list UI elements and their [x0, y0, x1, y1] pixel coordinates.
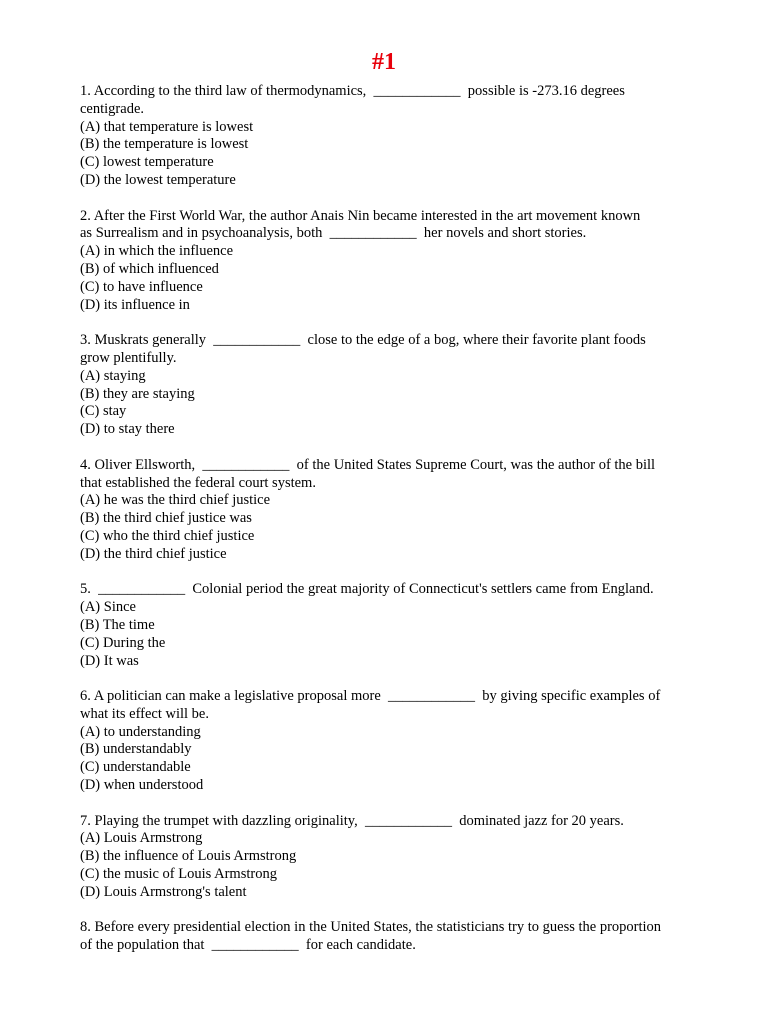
question-6: [80, 688, 700, 795]
question-2: [80, 208, 700, 315]
question-4: [80, 457, 700, 564]
question-list: [80, 83, 700, 973]
answer-option: (B) the temperature is lowest: [80, 136, 249, 153]
question-8: [80, 919, 700, 955]
page-title: #1: [372, 49, 396, 75]
question-text-line: grow plentifully.: [80, 349, 177, 366]
question-text-line: 4. Oliver Ellsworth, ____________ of the United States Supreme Court, was the author of the bill: [80, 456, 656, 473]
question-text-line: that established the federal court system.: [80, 474, 316, 491]
answer-option: (B) the third chief justice was: [80, 510, 252, 527]
question-text-line: 6. A politician can make a legislative proposal more ____________ by giving specific examples of: [80, 688, 661, 705]
answer-option: (D) when understood: [80, 777, 204, 794]
answer-option: (D) the lowest temperature: [80, 171, 236, 188]
answer-option: (A) in which the influence: [80, 243, 234, 260]
answer-option: (C) stay: [80, 403, 127, 420]
question-text-line: 1. According to the third law of thermodynamics, ____________ possible is -273.16 degrees: [80, 83, 625, 99]
question-text-line: what its effect will be.: [80, 705, 209, 722]
answer-option: (D) Louis Armstrong's talent: [80, 883, 247, 900]
answer-option: (B) they are staying: [80, 385, 195, 402]
question-text-line: 7. Playing the trumpet with dazzling originality, ____________ dominated jazz for 20 years.: [80, 812, 624, 829]
answer-option: (B) The time: [80, 616, 155, 633]
question-text-line: 5. ____________ Colonial period the great majority of Connecticut's settlers came from England.: [80, 581, 654, 598]
answer-option: (D) the third chief justice: [80, 545, 227, 562]
question-1: [80, 83, 700, 190]
answer-option: (D) its influence in: [80, 296, 190, 313]
question-5: [80, 581, 700, 670]
answer-option: (A) to understanding: [80, 723, 201, 740]
question-7: [80, 813, 700, 902]
question-text-line: as Surrealism and in psychoanalysis, both ____________ her novels and short stories.: [80, 225, 587, 242]
answer-option: (C) who the third chief justice: [80, 527, 255, 544]
question-text-line: of the population that ____________ for each candidate.: [80, 937, 416, 954]
answer-option: (A) that temperature is lowest: [80, 118, 254, 135]
question-text-line: centigrade.: [80, 100, 145, 117]
answer-option: (C) to have influence: [80, 278, 203, 295]
answer-option: (D) It was: [80, 652, 139, 669]
answer-option: (C) understandable: [80, 759, 191, 776]
answer-option: (A) he was the third chief justice: [80, 492, 271, 509]
answer-option: (B) of which influenced: [80, 260, 219, 277]
question-3: [80, 332, 700, 439]
answer-option: (C) lowest temperature: [80, 154, 214, 171]
answer-option: (A) staying: [80, 367, 146, 384]
question-text-line: 3. Muskrats generally ____________ close to the edge of a bog, where their favorite plant foods: [80, 332, 646, 349]
answer-option: (C) the music of Louis Armstrong: [80, 866, 277, 883]
question-text-line: 8. Before every presidential election in the United States, the statisticians try to guess the proportion: [80, 919, 662, 936]
question-text-line: 2. After the First World War, the author Anais Nin became interested in the art movement known: [80, 207, 641, 224]
answer-option: (A) Since: [80, 599, 136, 616]
answer-option: (B) understandably: [80, 741, 192, 758]
answer-option: (C) During the: [80, 634, 166, 651]
answer-option: (A) Louis Armstrong: [80, 830, 203, 847]
answer-option: (B) the influence of Louis Armstrong: [80, 848, 297, 865]
answer-option: (D) to stay there: [80, 421, 175, 438]
